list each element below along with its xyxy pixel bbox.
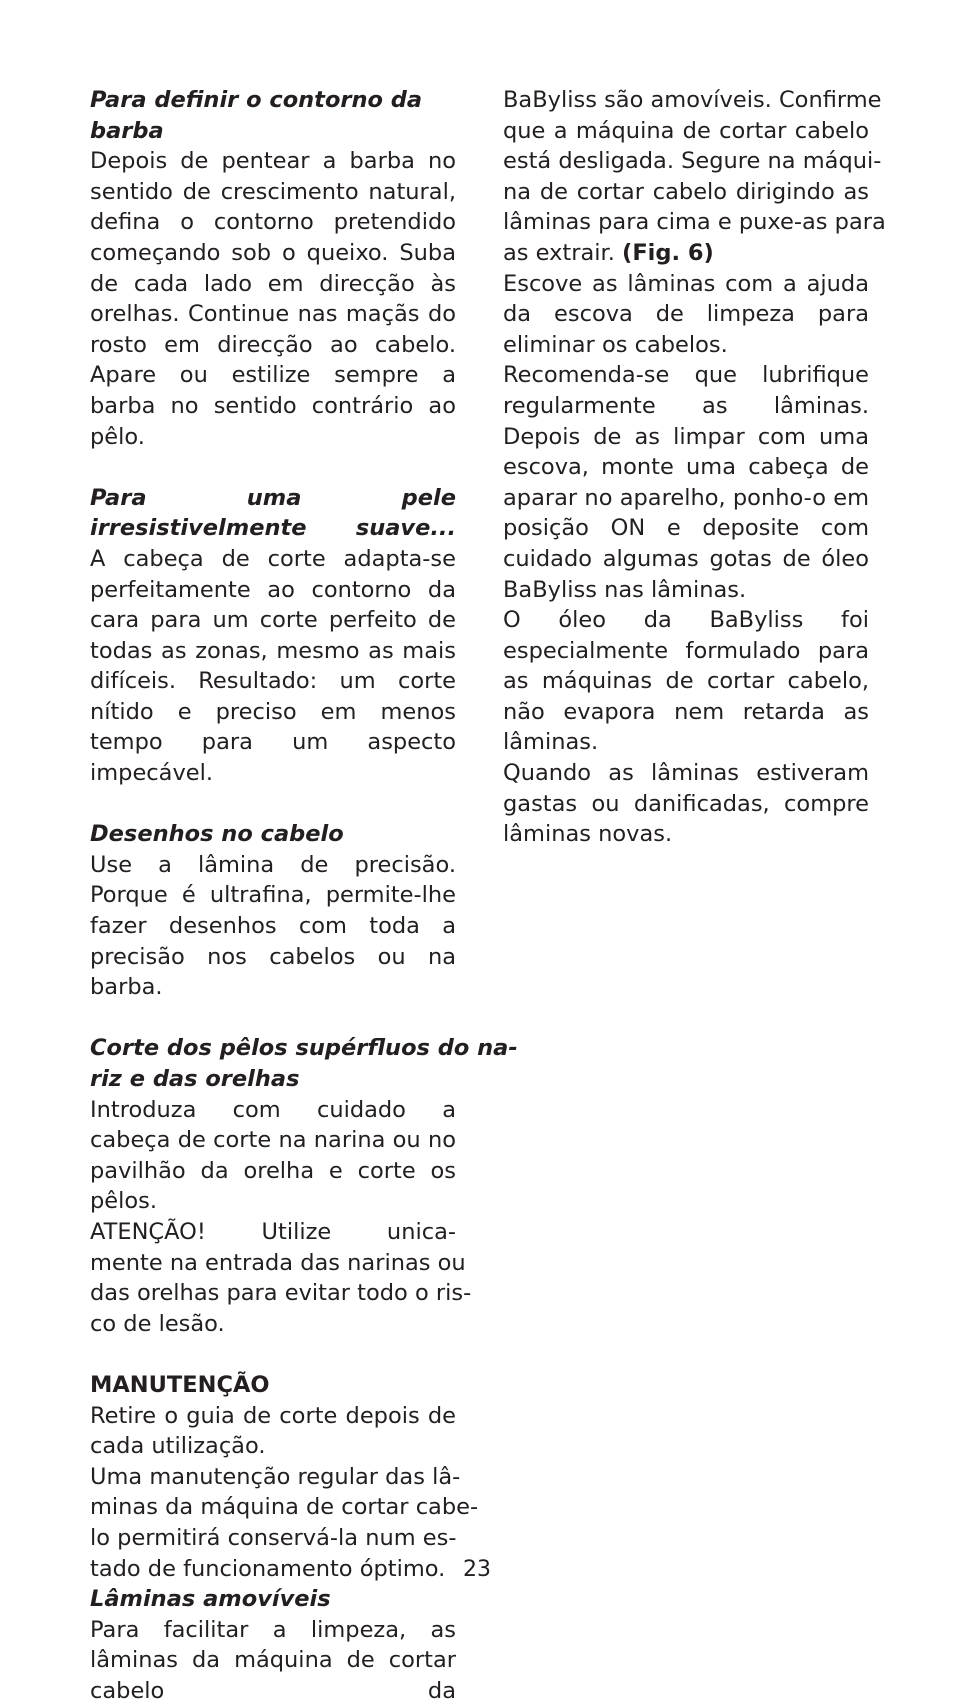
section-heading-nose-ear-hair	[90, 1033, 518, 1094]
paragraph-lubricate-blades: Recomenda-se que lubrifique regularmente as lâminas. Depois de as limpar com uma escova, monte uma cabeça de aparar no aparelho, ponho-o em posição ON e deposite com cuidado algumas gotas de óleo BaByliss nas lâminas.	[503, 362, 869, 603]
heading-line: riz e das orelhas	[90, 1066, 300, 1092]
section-heading-maintenance: MANUTENÇÃO	[90, 1371, 270, 1398]
maintenance-line: tado de funcionamento óptimo.	[90, 1555, 446, 1582]
paragraph-warning	[90, 1217, 472, 1339]
warning-line: das orelhas para evitar todo o ris-	[90, 1280, 472, 1307]
warning-line: mente na entrada das narinas ou	[90, 1249, 466, 1276]
blades-line: BaByliss são amovíveis. Confirme	[503, 87, 882, 113]
paragraph-smooth-skin: A cabeça de corte adapta-se perfeitamente ao contorno da cara para um corte perfeito de todas as zonas, mesmo as mais difíceis. Resultado: um corte nítido e preciso em menos tempo para um aspecto impecável.	[90, 545, 456, 787]
paragraph-brush-blades: Escove as lâminas com a ajuda da escova de limpeza para eliminar os cabelos.	[503, 270, 869, 358]
blades-line: lâminas para cima e puxe-as para	[503, 209, 886, 236]
paragraph-beard-contour: Depois de pentear a barba no sentido de crescimento natural, defina o contorno pretendido começando sob o queixo. Suba de cada lado em direcção às orelhas. Continue nas maçãs do rosto em direcção ao cabelo. Apare ou estilize sempre a barba no sentido contrário ao pêlo.	[90, 148, 456, 450]
paragraph-maintenance-guide: Retire o guia de corte depois de cada utilização.	[90, 1402, 456, 1460]
paragraph-babyliss-oil: O óleo da BaByliss foi especialmente formulado para as máquinas de cortar cabelo, não evapora nem retarda as lâminas.	[503, 607, 869, 756]
blades-line: na de cortar cabelo dirigindo as	[503, 178, 869, 205]
paragraph-removable-blades-continued	[503, 85, 886, 269]
section-heading-hair-designs: Desenhos no cabelo	[90, 821, 344, 848]
section-heading-beard-contour: Para definir o contorno da barba	[90, 87, 423, 144]
paragraph-removable-blades-start: Para facilitar a limpeza, as lâminas da máquina de cortar cabelo da	[90, 1616, 456, 1704]
figure-reference: (Fig. 6)	[622, 239, 714, 266]
page-number: 23	[463, 1557, 491, 1582]
spacer	[90, 1339, 456, 1370]
paragraph-nose-ear-hair: Introduza com cuidado a cabeça de corte na narina ou no pavilhão da orelha e corte os pêlos.	[90, 1096, 456, 1215]
maintenance-line: minas da máquina de cortar cabe-	[90, 1494, 479, 1521]
warning-line: ATENÇÃO! Utilize unica-	[90, 1218, 456, 1245]
warning-line: co de lesão.	[90, 1310, 225, 1337]
right-column	[503, 85, 886, 850]
spacer	[90, 789, 456, 820]
maintenance-line: Uma manutenção regular das lâ-	[90, 1463, 461, 1490]
paragraph-replace-blades: Quando as lâminas estiveram gastas ou danificadas, compre lâminas novas.	[503, 760, 869, 848]
blades-last-line-text: as extrair.	[503, 239, 615, 266]
section-heading-smooth-skin: Para uma pele irresistivelmente suave...	[90, 484, 456, 542]
heading-line: Corte dos pêlos supérfluos do na-	[90, 1035, 518, 1062]
blades-line: está desligada. Segure na máqui-	[503, 148, 882, 175]
maintenance-line: lo permitirá conservá-la num es-	[90, 1524, 457, 1551]
paragraph-hair-designs: Use a lâmina de precisão. Porque é ultrafina, permite-lhe fazer desenhos com toda a precisão nos cabelos ou na barba.	[90, 851, 456, 1001]
section-heading-removable-blades: Lâminas amovíveis	[90, 1586, 331, 1613]
spacer	[90, 1003, 456, 1034]
spacer	[90, 452, 456, 483]
blades-line	[503, 238, 869, 269]
blades-line: que a máquina de cortar cabelo	[503, 117, 869, 144]
